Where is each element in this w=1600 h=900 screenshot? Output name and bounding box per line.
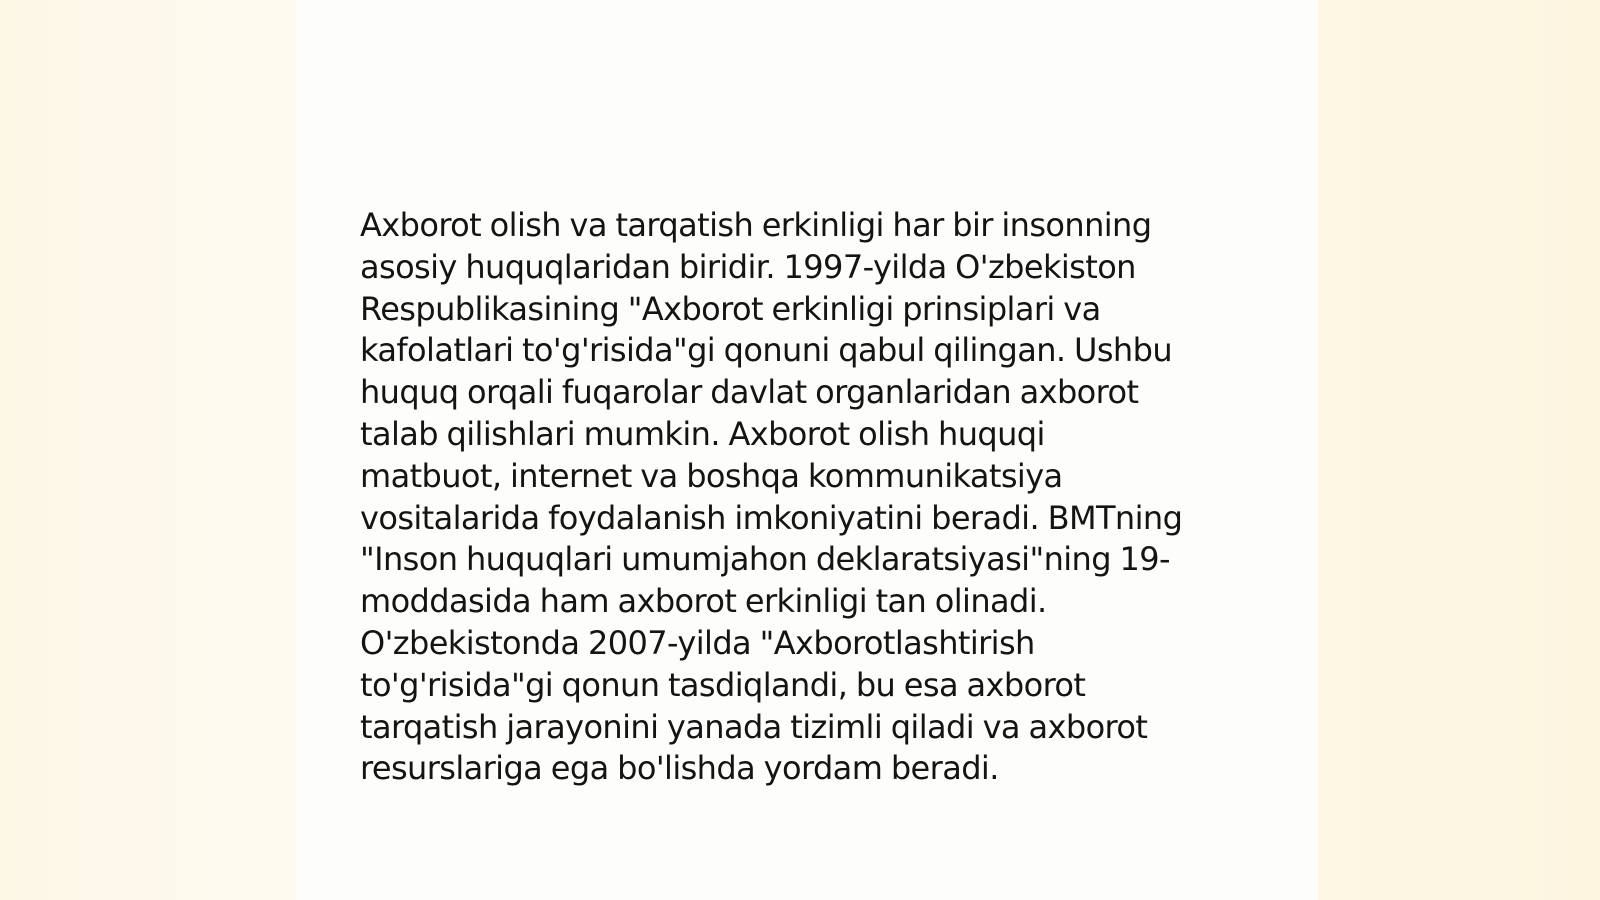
paragraph-line: Axborot olish va tarqatish erkinligi har bir insonning [360,206,1152,244]
paragraph-line: to'g'risida"gi qonun tasdiqlandi, bu esa axborot [360,665,1086,704]
paragraph-line: kafolatlari to'g'risida"gi qonuni qabul qilingan. Ushbu [360,331,1173,370]
paragraph-line: matbuot, internet va boshqa kommunikatsiya [360,456,1063,495]
document-page [296,0,1318,900]
paragraph-line: talab qilishlari mumkin. Axborot olish huquqi [360,414,1045,453]
paragraph-line: moddasida ham axborot erkinligi tan olinadi. [360,582,1047,621]
paragraph-line: Respublikasining "Axborot erkinligi prinsiplari va [360,289,1101,328]
paragraph-line: resurslariga ega bo'lishda yordam beradi. [360,749,999,788]
paragraph-line: vositalarida foydalanish imkoniyatini beradi. BMTning [360,498,1183,537]
paragraph-line: asosiy huquqlaridan biridir. 1997-yilda O'zbekiston [360,247,1136,286]
paragraph-line: "Inson huquqlari umumjahon deklaratsiyasi"ning 19- [360,540,1170,579]
paragraph-line: O'zbekistonda 2007-yilda "Axborotlashtirish [360,623,1035,662]
body-paragraph [360,205,1240,790]
paragraph-line: huquq orqali fuqarolar davlat organlaridan axborot [360,373,1139,412]
paragraph-line: tarqatish jarayonini yanada tizimli qiladi va axborot [360,707,1148,746]
